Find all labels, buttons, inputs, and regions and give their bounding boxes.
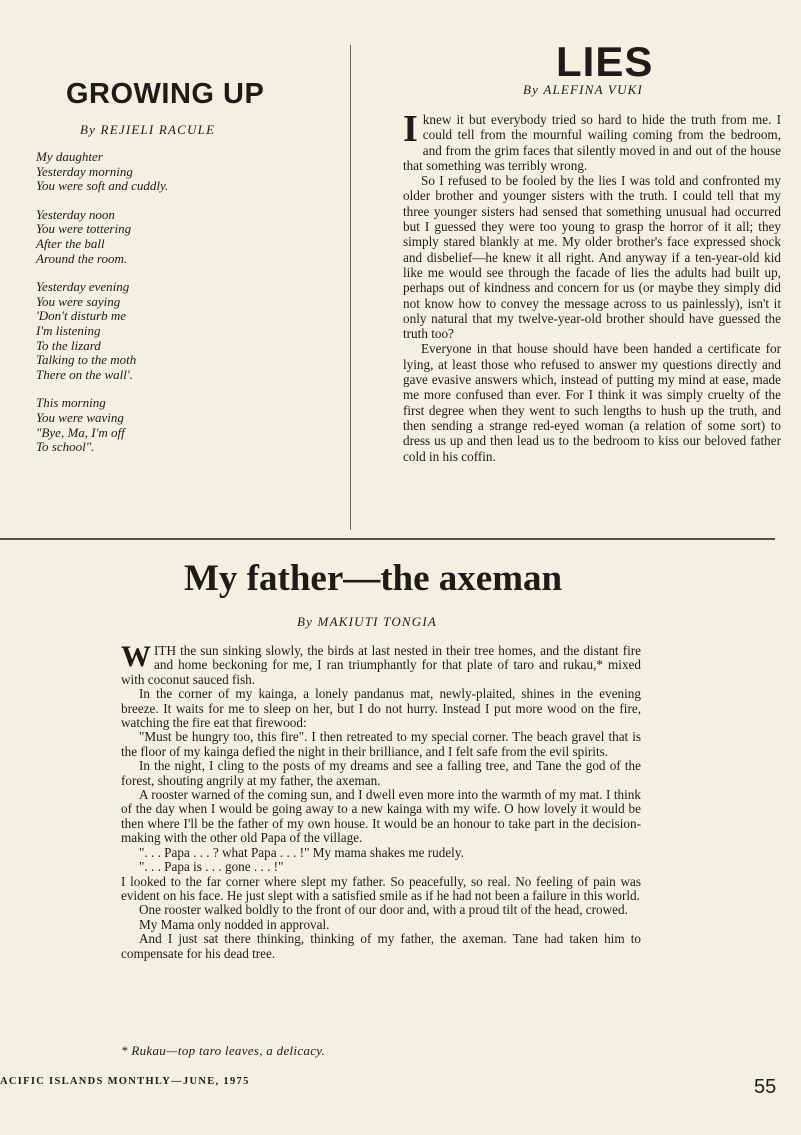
poem-stanza [36,280,336,382]
magazine-footer: ACIFIC ISLANDS MONTHLY—JUNE, 1975 [0,1076,250,1087]
axeman-paragraph: And I just sat there thinking, thinking of my father, the axeman. Tane had taken him to compensate for his dead tree. [121,931,641,961]
poem-line: My daughter [36,149,103,164]
column-divider [350,45,351,530]
poem-stanza [36,208,336,266]
poem-byline: By REJIELI RACULE [80,122,216,137]
poem-line: Yesterday noon [36,206,115,222]
poem-line: There on the wall'. [36,366,133,382]
axeman-body [121,640,641,961]
poem-stanza [36,150,336,194]
section-divider [0,538,775,540]
axeman-byline: By MAKIUTI TONGIA [297,614,438,629]
axeman-paragraph: I looked to the far corner where slept my father. So peacefully, so real. No feeling of pain was evident on his face. He just slept with a satisfied smile as if he had not been a failure in this world. [121,873,641,903]
poem-line: Yesterday evening [36,279,130,295]
poem-line: Around the room. [36,250,128,266]
axeman-paragraph: In the corner of my kainga, a lonely pandanus mat, newly-plaited, shines in the evening breeze. It waits for me to sleep on her, but I do not hurry. Instead I put more wood on the fire, watching the fire eat that firewood: [121,686,641,731]
axeman-paragraph: In the night, I cling to the posts of my dreams and see a falling tree, and Tane the god of the forest, shouting angrily at my father, the axeman. [121,758,641,788]
page-number: 55 [754,1076,777,1098]
lies-paragraph: Everyone in that house should have been handed a certificate for lying, at least those who refused to answer my questions directly and gave evasive answers which, instead of putting my mind at ease, made me more confused than ever. For I think it was simply cruelty of the first degree when they went to such lengths to hush up the truth, and then sending a strange red-eyed woman (a relation of some sort) to dress us up and then lead us to the bedroom to kiss our beloved father cold in his coffin. [403,341,781,464]
lies-title: LIES [556,38,654,85]
poem-line: You were waving [36,409,124,425]
drop-cap: I [403,108,418,150]
lies-paragraph: Iknew it but everybody tried so hard to hide the truth from me. I could tell from the mournful wailing coming from the bedroom, and from the grim faces that silently moved in and out of the house that something was terribly wrong. [403,108,781,173]
poem-line: To school". [36,439,95,455]
poem-line: After the ball [36,235,105,251]
poem-stanza [36,396,336,454]
poem-line: You were soft and cuddly. [36,178,169,194]
axeman-paragraph: One rooster walked boldly to the front of our door and, with a proud tilt of the head, crowed. [139,902,628,918]
poem-line: I'm listening [36,322,101,338]
poem-line: 'Don't disturb me [36,308,127,324]
lies-body [403,108,781,464]
poem-line: To the lizard [36,337,101,353]
poem-line: This morning [36,395,106,411]
poem-body [36,150,336,469]
lies-byline: By ALEFINA VUKI [523,82,644,97]
poem-line: "Bye, Ma, I'm off [36,424,125,440]
poem-title: GROWING UP [66,78,265,110]
axeman-paragraph: ". . . Papa . . . ? what Papa . . . !" My mama shakes me rudely. [139,844,464,860]
axeman-paragraph: ". . . Papa is . . . gone . . . !" [139,859,284,875]
axeman-paragraph: My Mama only nodded in approval. [139,916,330,932]
axeman-paragraph: WITH the sun sinking slowly, the birds at last nested in their tree homes, and the distant fire and home beckoning for me, I ran triumphantly for that plate of taro and rukau,* mixed with coconut sauced fish. [121,640,641,687]
drop-cap: W [121,640,151,673]
poem-line: Talking to the moth [36,352,137,368]
axeman-paragraph: "Must be hungry too, this fire". I then retreated to my special corner. The beach gravel that is the floor of my kainga defied the night in their brilliance, and I felt safe from the evil spirits. [121,729,641,759]
footnote: * Rukau—top taro leaves, a delicacy. [121,1043,326,1058]
poem-line: You were saying [36,293,121,309]
poem-line: You were tottering [36,221,132,237]
poem-line: Yesterday morning [36,163,133,179]
axeman-title: My father—the axeman [184,558,563,599]
axeman-paragraph: A rooster warned of the coming sun, and I dwell even more into the warmth of my mat. I think of the day when I would be going away to a new kainga with my wife. O how lovely it would be then where I'll be the father of my own house. It would be an honour to take part in the decision-making with the other old Papa of the village. [121,787,641,846]
lies-paragraph: So I refused to be fooled by the lies I was told and confronted my older brother and younger sisters with the truth. I could tell that my three younger sisters had sensed that something unusual had occurred but I guessed they were too young to grasp the horror of it all; they simply stared blankly at me. My older brother's face expressed shock and disbelief—he knew it all right. And anyway if a ten-year-old kid like me would see through the facade of lies the adults had built up, perhaps out of kindness and concern for us (or maybe they simply did not know how to convey the message across to us painlessly), isn't it only natural that my twelve-year-old brother should have guessed the truth too? [403,173,781,342]
